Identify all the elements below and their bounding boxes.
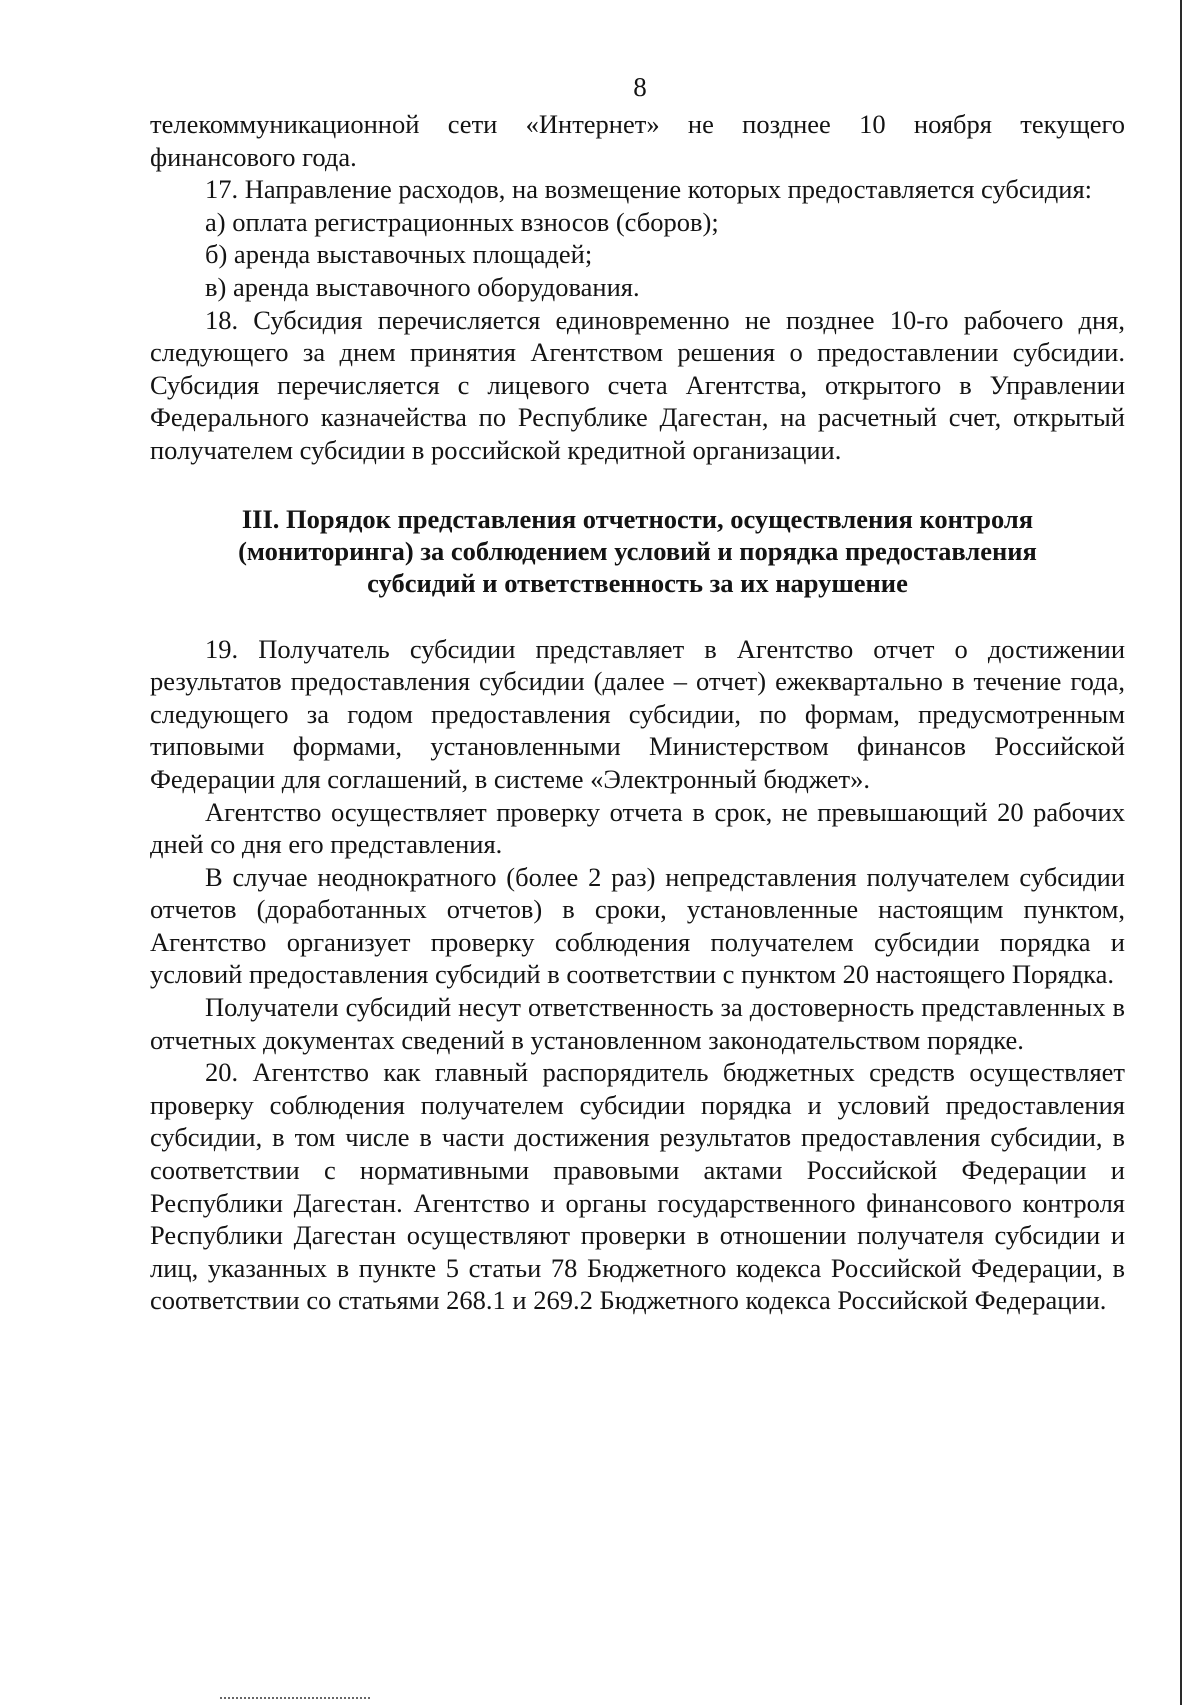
list-item-17c: в) аренда выставочного оборудования. (205, 271, 640, 302)
scan-edge-line (1180, 0, 1182, 1705)
paragraph-19-review: Агентство осуществляет проверку отчета в срок, не превышающий 20 рабочих дней со дня его представления. (150, 796, 1125, 860)
section-heading-line-2: (мониторинга) за соблюдением условий и порядка предоставления (238, 535, 1037, 566)
paragraph-19-nonsubmission: В случае неоднократного (более 2 раз) непредставления получателем субсидии отчетов (доработанных отчетов) в сроки, установленные настоящим пунктом, Агентство организует проверку соблюдения получателем субсидии порядка и условий предоставления субсидий в соответствии с пунктом 20 настоящего Порядка. (150, 861, 1125, 990)
document-body (150, 108, 1125, 1317)
paragraph-19: 19. Получатель субсидии представляет в Агентство отчет о достижении результатов предоставления субсидии (далее – отчет) ежеквартально в течение года, следующего за годом предоставления субсидии, по формам, предусмотренным типовыми формами, установленными Министерством финансов Российской Федерации для соглашений, в системе «Электронный бюджет». (150, 633, 1125, 794)
scan-bottom-mark (220, 1696, 370, 1699)
section-heading (150, 503, 1125, 599)
list-item-17b: б) аренда выставочных площадей; (205, 239, 593, 270)
paragraph-20: 20. Агентство как главный распорядитель бюджетных средств осуществляет проверку соблюдения получателем субсидии порядка и условий предоставления субсидии, в том числе в части достижения результатов предоставления субсидии, в соответствии с нормативными правовыми актами Российской Федерации и Республики Дагестан. Агентство и органы государственного финансового контроля Республики Дагестан осуществляют проверки в отношении получателя субсидии и лиц, указанных в пункте 5 статьи 78 Бюджетного кодекса Российской Федерации, в соответствии со статьями 268.1 и 269.2 Бюджетного кодекса Российской Федерации. (150, 1057, 1125, 1316)
page-number: 8 (633, 72, 647, 102)
paragraph-continuation: телекоммуникационной сети «Интернет» не позднее 10 ноября текущего финансового года. (150, 109, 1125, 172)
paragraph-18: 18. Субсидия перечисляется единовременно не позднее 10-го рабочего дня, следующего за днем принятия Агентством решения о предоставлении субсидии. Субсидия перечисляется с лицевого счета Агентства, открытого в Управлении Федерального казначейства по Республике Дагестан, на расчетный счет, открытый получателем субсидии в российской кредитной организации. (150, 304, 1125, 465)
list-item-17a: а) оплата регистрационных взносов (сборов); (205, 206, 719, 237)
paragraph-19-responsibility: Получатели субсидий несут ответственность за достоверность представленных в отчетных документах сведений в установленном законодательством порядке. (150, 992, 1125, 1055)
section-heading-line-3: субсидий и ответственность за их нарушение (367, 567, 908, 598)
paragraph-17: 17. Направление расходов, на возмещение которых предоставляется субсидия: (205, 174, 1093, 205)
section-heading-line-1: III. Порядок представления отчетности, осуществления контроля (241, 503, 1034, 534)
